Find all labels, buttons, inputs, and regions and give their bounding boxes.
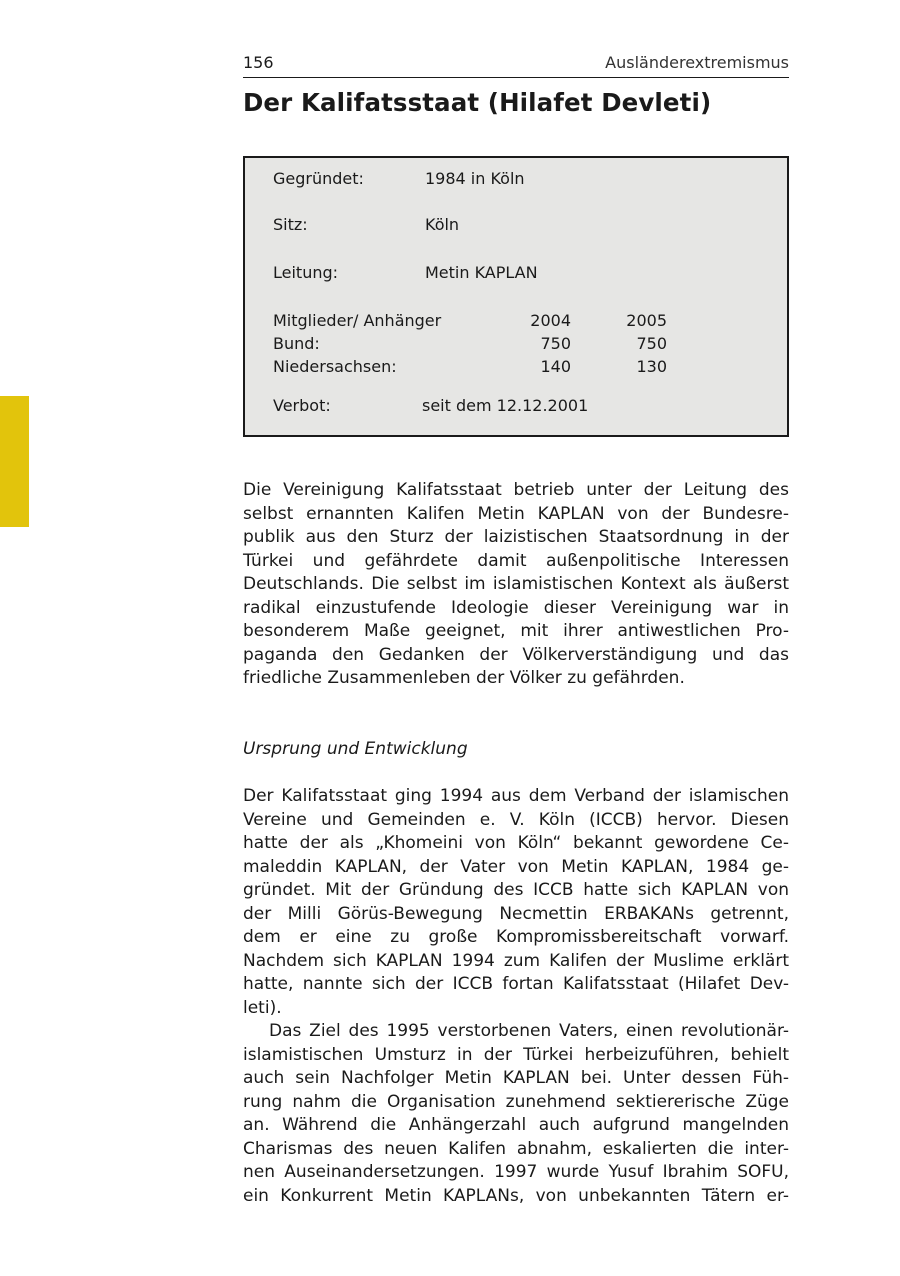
seat-value: Köln xyxy=(425,215,460,234)
text-line: dem er eine zu große Kompromissbereitschaft vorwarf. xyxy=(243,927,789,947)
text-line: ein Konkurrent Metin KAPLANs, von unbekannten Tätern er- xyxy=(243,1185,789,1206)
text-line: hatte, nannte sich der ICCB fortan Kalifatsstaat (Hilafet Dev- xyxy=(243,974,789,994)
bund-2004-value: 750 xyxy=(540,334,571,353)
text-line: Vereine und Gemeinden e. V. Köln (ICCB) hervor. Diesen xyxy=(243,809,789,830)
fact-box xyxy=(243,156,789,437)
text-line: hatte der als „Khomeini von Köln“ bekannt gewordene Ce- xyxy=(243,833,789,853)
members-label: Mitglieder/ Anhänger xyxy=(273,311,442,330)
text-line: radikal einzustufende Ideologie dieser Vereinigung war in xyxy=(243,597,789,618)
year-2005-header: 2005 xyxy=(626,311,667,330)
text-line: der Milli Görüs-Bewegung Necmettin ERBAKANs getrennt, xyxy=(243,903,789,924)
subheading: Ursprung und Entwicklung xyxy=(243,739,468,759)
ban-value: seit dem 12.12.2001 xyxy=(422,396,589,415)
text-line: Charismas des neuen Kalifen abnahm, eskalierten die inter- xyxy=(243,1138,789,1159)
body-paragraph-2 xyxy=(243,1020,789,1208)
row-label-bund: Bund: xyxy=(273,334,320,353)
text-line: Das Ziel des 1995 verstorbenen Vaters, einen revolutionär- xyxy=(269,1021,789,1041)
text-line: Türkei und gefährdete damit außenpolitische Interessen xyxy=(243,550,789,571)
text-line: rung nahm die Organisation zunehmend sektiererische Züge xyxy=(243,1091,789,1112)
page-title: Der Kalifatsstaat (Hilafet Devleti) xyxy=(243,88,712,117)
niedersachsen-2005-value: 130 xyxy=(636,357,667,376)
body-paragraph-1 xyxy=(243,785,789,1020)
text-line: nen Auseinandersetzungen. 1997 wurde Yusuf Ibrahim SOFU, xyxy=(243,1162,789,1182)
section-title: Ausländerextremismus xyxy=(605,53,789,72)
running-head xyxy=(243,52,789,78)
text-line: auch sein Nachfolger Metin KAPLAN bei. Unter dessen Füh- xyxy=(243,1068,789,1088)
text-line: friedliche Zusammenleben der Völker zu gefährden. xyxy=(243,668,685,688)
text-line: gründet. Mit der Gründung des ICCB hatte sich KAPLAN von xyxy=(243,880,789,900)
text-line: leti). xyxy=(243,997,282,1018)
founded-label: Gegründet: xyxy=(273,169,364,188)
niedersachsen-2004-value: 140 xyxy=(540,357,571,376)
leadership-label: Leitung: xyxy=(273,263,339,282)
year-2004-header: 2004 xyxy=(530,311,571,330)
page-number: 156 xyxy=(243,53,274,72)
row-label-niedersachsen: Niedersachsen: xyxy=(273,357,397,376)
founded-value: 1984 in Köln xyxy=(425,169,525,188)
leadership-value: Metin KAPLAN xyxy=(425,263,538,282)
text-line: maleddin KAPLAN, der Vater von Metin KAPLAN, 1984 ge- xyxy=(243,856,789,877)
text-line: publik aus den Sturz der laizistischen Staatsordnung in der xyxy=(243,527,789,547)
text-line: paganda den Gedanken der Völkerverständigung und das xyxy=(243,644,789,665)
text-line: Deutschlands. Die selbst im islamistischen Kontext als äußerst xyxy=(243,574,789,594)
text-line: an. Während die Anhängerzahl auch aufgrund mangelnden xyxy=(243,1115,789,1135)
seat-label: Sitz: xyxy=(273,215,308,234)
text-line: Nachdem sich KAPLAN 1994 zum Kalifen der Muslime erklärt xyxy=(243,950,789,971)
ban-label: Verbot: xyxy=(273,396,331,415)
text-line: selbst ernannten Kalifen Metin KAPLAN von der Bundesre- xyxy=(243,503,789,524)
text-line: islamistischen Umsturz in der Türkei herbeizuführen, behielt xyxy=(243,1044,789,1065)
text-line: Die Vereinigung Kalifatsstaat betrieb unter der Leitung des xyxy=(243,480,789,500)
chapter-tab-marker xyxy=(0,396,29,527)
intro-paragraph xyxy=(243,479,789,691)
text-line: besonderem Maße geeignet, mit ihrer antiwestlichen Pro- xyxy=(243,621,789,641)
text-line: Der Kalifatsstaat ging 1994 aus dem Verband der islamischen xyxy=(243,786,789,806)
bund-2005-value: 750 xyxy=(636,334,667,353)
